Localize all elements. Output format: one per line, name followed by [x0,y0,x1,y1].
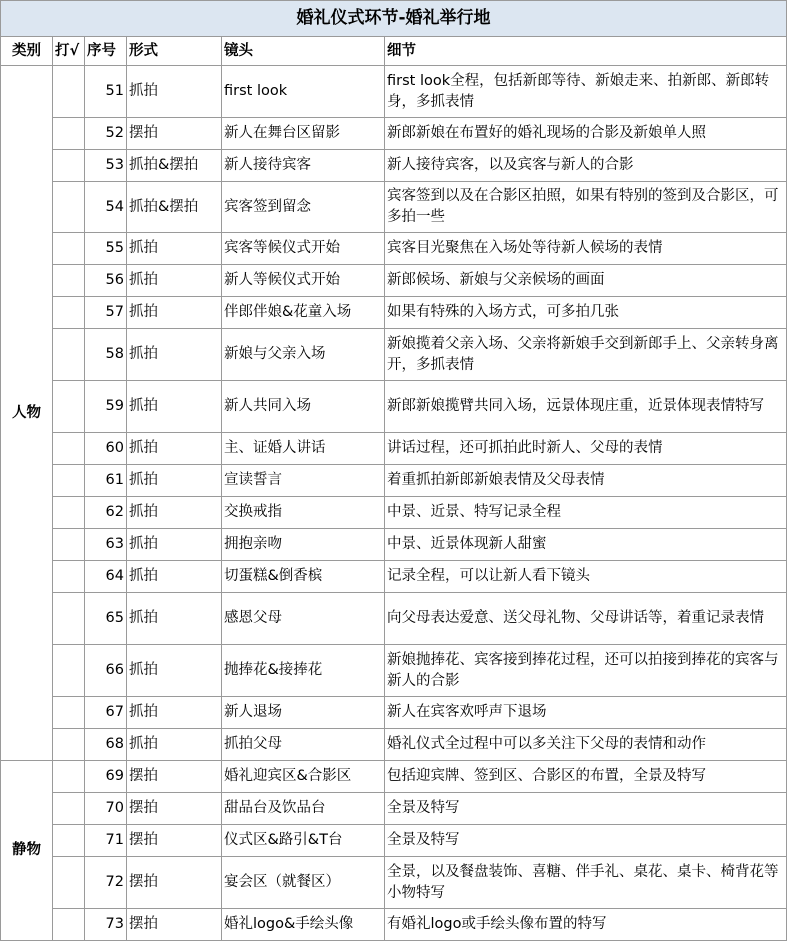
row-number: 68 [85,729,127,761]
sheet-title: 婚礼仪式环节-婚礼举行地 [1,1,787,37]
row-shot: 甜品台及饮品台 [222,793,385,825]
row-number: 63 [85,529,127,561]
row-number: 58 [85,329,127,381]
row-number: 56 [85,265,127,297]
table-row [1,265,787,297]
row-form: 抓拍 [127,497,222,529]
check-cell[interactable] [53,182,85,233]
row-number: 51 [85,66,127,118]
table-row [1,729,787,761]
row-shot: 切蛋糕&倒香槟 [222,561,385,593]
row-number: 57 [85,297,127,329]
row-detail: 新郎新娘在布置好的婚礼现场的合影及新娘单人照 [385,118,787,150]
check-cell[interactable] [53,561,85,593]
row-detail: 中景、近景体现新人甜蜜 [385,529,787,561]
table-row [1,329,787,381]
row-shot: 新娘与父亲入场 [222,329,385,381]
header-detail: 细节 [385,37,787,66]
table-row [1,825,787,857]
check-cell[interactable] [53,593,85,645]
check-cell[interactable] [53,381,85,433]
table-row [1,297,787,329]
row-detail: 新人接待宾客，以及宾客与新人的合影 [385,150,787,182]
table-row [1,497,787,529]
row-number: 72 [85,857,127,909]
row-shot: 抓拍父母 [222,729,385,761]
row-shot: 婚礼logo&手绘头像 [222,909,385,941]
row-number: 62 [85,497,127,529]
row-number: 60 [85,433,127,465]
table-row [1,182,787,233]
row-shot: 婚礼迎宾区&合影区 [222,761,385,793]
row-detail: 向父母表达爱意、送父母礼物、父母讲话等，着重记录表情 [385,593,787,645]
check-cell[interactable] [53,697,85,729]
row-form: 抓拍 [127,465,222,497]
row-shot: 新人在舞台区留影 [222,118,385,150]
row-shot: 主、证婚人讲话 [222,433,385,465]
check-cell[interactable] [53,465,85,497]
check-cell[interactable] [53,433,85,465]
row-form: 抓拍 [127,329,222,381]
table-row [1,66,787,118]
check-cell[interactable] [53,297,85,329]
row-number: 54 [85,182,127,233]
row-shot: 感恩父母 [222,593,385,645]
row-number: 53 [85,150,127,182]
row-detail: 中景、近景、特写记录全程 [385,497,787,529]
row-shot: 抛捧花&接捧花 [222,645,385,697]
table-row [1,150,787,182]
row-form: 抓拍 [127,529,222,561]
row-detail: 有婚礼logo或手绘头像布置的特写 [385,909,787,941]
row-detail: 新娘抛捧花、宾客接到捧花过程，还可以拍接到捧花的宾客与新人的合影 [385,645,787,697]
header-row [1,37,787,66]
row-shot: 宣读誓言 [222,465,385,497]
row-shot: 宾客签到留念 [222,182,385,233]
row-shot: 伴郎伴娘&花童入场 [222,297,385,329]
row-detail: 全景及特写 [385,825,787,857]
row-detail: 婚礼仪式全过程中可以多关注下父母的表情和动作 [385,729,787,761]
check-cell[interactable] [53,118,85,150]
category-objects: 静物 [1,761,53,941]
row-detail: 着重抓拍新郎新娘表情及父母表情 [385,465,787,497]
row-number: 69 [85,761,127,793]
table-row [1,465,787,497]
row-shot: 拥抱亲吻 [222,529,385,561]
row-number: 64 [85,561,127,593]
row-number: 70 [85,793,127,825]
row-detail: 讲话过程，还可抓拍此时新人、父母的表情 [385,433,787,465]
check-cell[interactable] [53,825,85,857]
row-shot: first look [222,66,385,118]
row-form: 抓拍 [127,233,222,265]
row-shot: 宾客等候仪式开始 [222,233,385,265]
header-form: 形式 [127,37,222,66]
table-row [1,793,787,825]
header-shot: 镜头 [222,37,385,66]
header-check: 打√ [53,37,85,66]
row-form: 抓拍 [127,265,222,297]
row-shot: 仪式区&路引&T台 [222,825,385,857]
table-row [1,561,787,593]
table-row [1,233,787,265]
row-form: 抓拍&摆拍 [127,182,222,233]
row-detail: 记录全程，可以让新人看下镜头 [385,561,787,593]
row-number: 52 [85,118,127,150]
category-people: 人物 [1,66,53,761]
row-shot: 新人接待宾客 [222,150,385,182]
row-form: 抓拍 [127,593,222,645]
table-row [1,381,787,433]
check-cell[interactable] [53,645,85,697]
row-form: 抓拍 [127,561,222,593]
check-cell[interactable] [53,150,85,182]
check-cell[interactable] [53,909,85,941]
row-number: 66 [85,645,127,697]
table-row [1,697,787,729]
row-detail: 宾客签到以及在合影区拍照，如果有特别的签到及合影区，可多拍一些 [385,182,787,233]
table-row [1,118,787,150]
row-shot: 交换戒指 [222,497,385,529]
row-detail: 新娘揽着父亲入场、父亲将新娘手交到新郎手上、父亲转身离开，多抓表情 [385,329,787,381]
row-number: 71 [85,825,127,857]
check-cell[interactable] [53,529,85,561]
row-shot: 宴会区（就餐区） [222,857,385,909]
check-cell[interactable] [53,761,85,793]
row-detail: 全景及特写 [385,793,787,825]
check-cell[interactable] [53,329,85,381]
table-row [1,529,787,561]
row-shot: 新人共同入场 [222,381,385,433]
check-cell[interactable] [53,857,85,909]
row-detail: 全景，以及餐盘装饰、喜糖、伴手礼、桌花、桌卡、椅背花等小物特写 [385,857,787,909]
check-cell[interactable] [53,66,85,118]
row-form: 摆拍 [127,909,222,941]
table-row [1,645,787,697]
row-detail: 新郎新娘揽臂共同入场，远景体现庄重，近景体现表情特写 [385,381,787,433]
row-form: 摆拍 [127,857,222,909]
row-detail: 新人在宾客欢呼声下退场 [385,697,787,729]
table-row [1,857,787,909]
table-row [1,909,787,941]
row-detail: 如果有特殊的入场方式，可多拍几张 [385,297,787,329]
table-row [1,761,787,793]
check-cell[interactable] [53,793,85,825]
row-form: 抓拍&摆拍 [127,150,222,182]
row-shot: 新人退场 [222,697,385,729]
row-form: 摆拍 [127,793,222,825]
header-number: 序号 [85,37,127,66]
check-cell[interactable] [53,729,85,761]
check-cell[interactable] [53,265,85,297]
row-number: 67 [85,697,127,729]
row-detail: 新郎候场、新娘与父亲候场的画面 [385,265,787,297]
row-form: 抓拍 [127,645,222,697]
table-row [1,433,787,465]
row-number: 61 [85,465,127,497]
row-number: 65 [85,593,127,645]
row-form: 抓拍 [127,729,222,761]
check-cell[interactable] [53,233,85,265]
row-form: 抓拍 [127,697,222,729]
row-detail: 宾客目光聚焦在入场处等待新人候场的表情 [385,233,787,265]
table-row [1,593,787,645]
row-detail: first look全程，包括新郎等待、新娘走来、拍新郎、新郎转身，多抓表情 [385,66,787,118]
header-category: 类别 [1,37,53,66]
row-form: 抓拍 [127,66,222,118]
row-shot: 新人等候仪式开始 [222,265,385,297]
row-form: 摆拍 [127,825,222,857]
check-cell[interactable] [53,497,85,529]
row-number: 73 [85,909,127,941]
row-form: 摆拍 [127,118,222,150]
row-detail: 包括迎宾牌、签到区、合影区的布置，全景及特写 [385,761,787,793]
row-number: 59 [85,381,127,433]
row-number: 55 [85,233,127,265]
row-form: 抓拍 [127,381,222,433]
row-form: 摆拍 [127,761,222,793]
title-row [1,1,787,37]
row-form: 抓拍 [127,433,222,465]
row-form: 抓拍 [127,297,222,329]
